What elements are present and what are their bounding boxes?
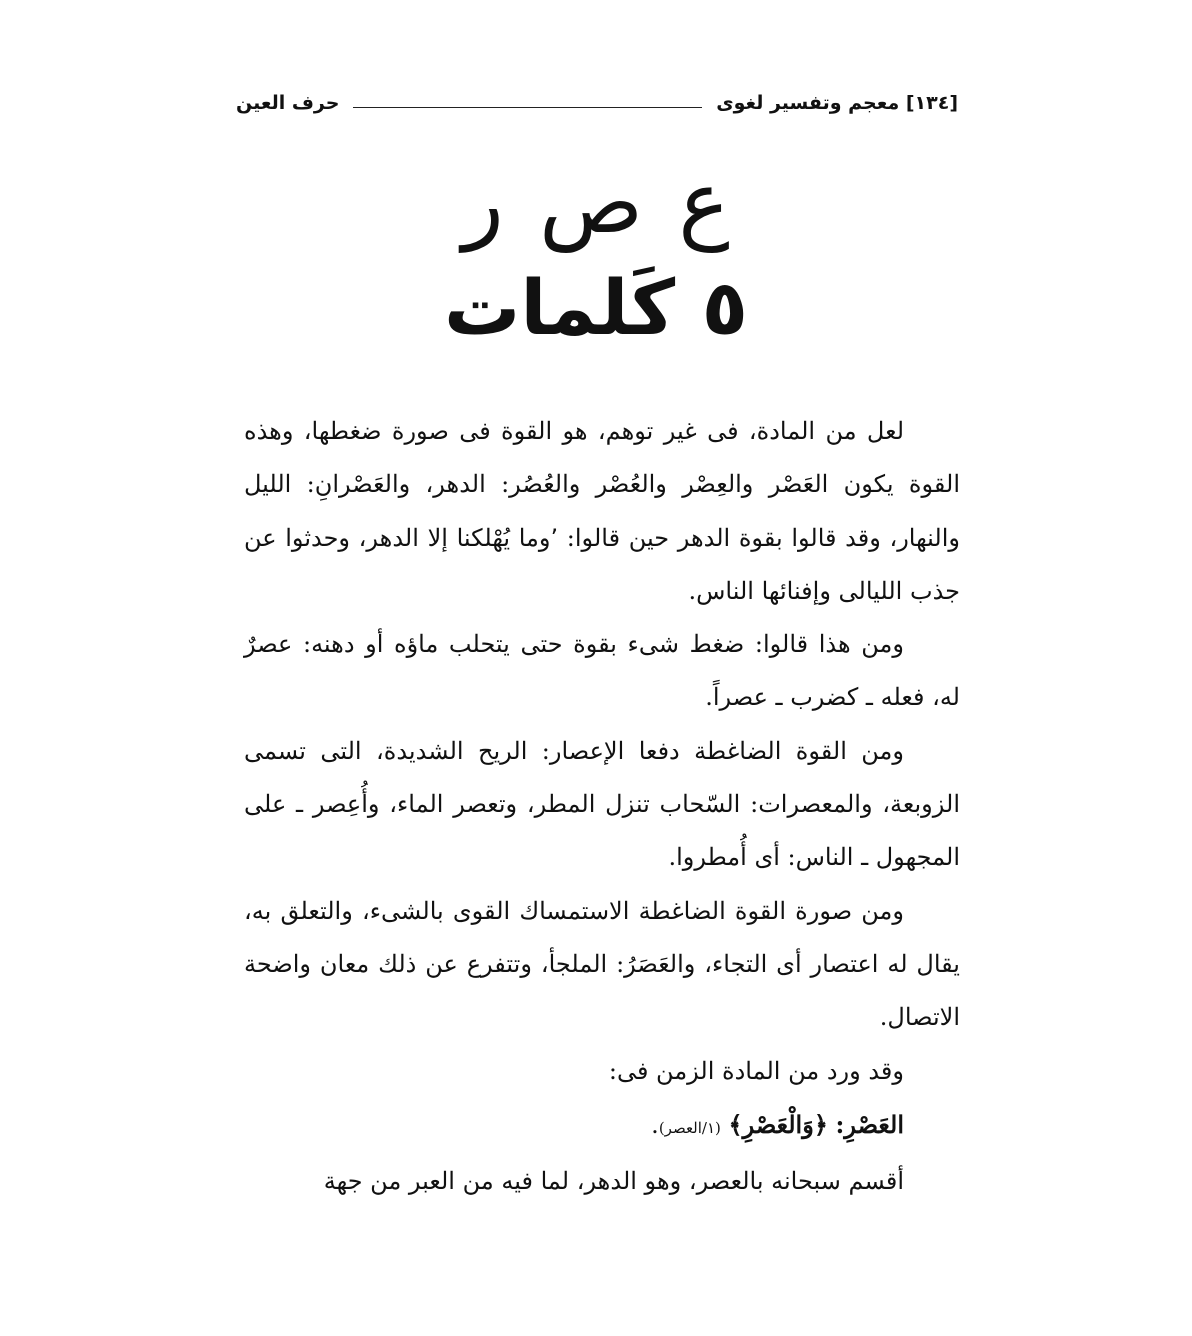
entry-body <box>244 405 960 1208</box>
paragraph: أقسم سبحانه بالعصر، وهو الدهر، لما فيه من العبر من جهة <box>323 1167 904 1196</box>
entry-heading <box>0 148 1192 358</box>
citation-end: . <box>651 1110 659 1139</box>
paragraph: ومن القوة الضاغطة دفعا الإعصار: الريح الشديدة، التى تسمى الزوبعة، والمعصرات: السّحاب تنزل المطر، وتعصر الماء، وأُعِصر ـ على المجهول ـ الناس: أى أُمطروا. <box>244 736 960 872</box>
paragraph: لعل من المادة، فى غير توهم، هو القوة فى صورة ضغطها، وهذه القوة يكون العَصْر والعِصْر والعُصْر والعُصُر: الدهر، والعَصْرانِ: الليل والنهار، وقد قالوا بقوة الدهر حين قالوا: ٬وما يُهْلكنا إلا الدهر، وحدثوا عن جذب الليالى وإفنائها الناس. <box>244 417 960 605</box>
citation-verse: ﴿وَالْعَصْرِ﴾ <box>728 1109 828 1139</box>
paragraph: ومن صورة القوة الضاغطة الاستمساك القوى بالشىء، والتعلق به، يقال له اعتصار أى التجاء، والعَصَرُ: الملجأ، وتتفرع عن ذلك معان واضحة الاتصال. <box>244 896 960 1032</box>
page-number-title: [١٣٤] معجم وتفسير لغوى <box>716 92 958 114</box>
entry-root: ع ص ر <box>462 153 730 253</box>
section-name: حرف العين <box>236 92 340 114</box>
entry-word-count: ٥ كَلمات <box>444 263 748 352</box>
header-rule <box>353 107 702 108</box>
running-header <box>236 82 958 114</box>
paragraph: ومن هذا قالوا: ضغط شىء بقوة حتى يتحلب ماؤه أو دهنه: عصرٌ له، فعله ـ كضرب ـ عصراً. <box>244 630 960 712</box>
citation-reference: (١/العصر) <box>658 1118 721 1137</box>
citation-term: العَصْرِ: <box>835 1109 904 1139</box>
usage-intro: وقد ورد من المادة الزمن فى: <box>608 1056 904 1085</box>
quran-citation <box>244 1098 960 1155</box>
